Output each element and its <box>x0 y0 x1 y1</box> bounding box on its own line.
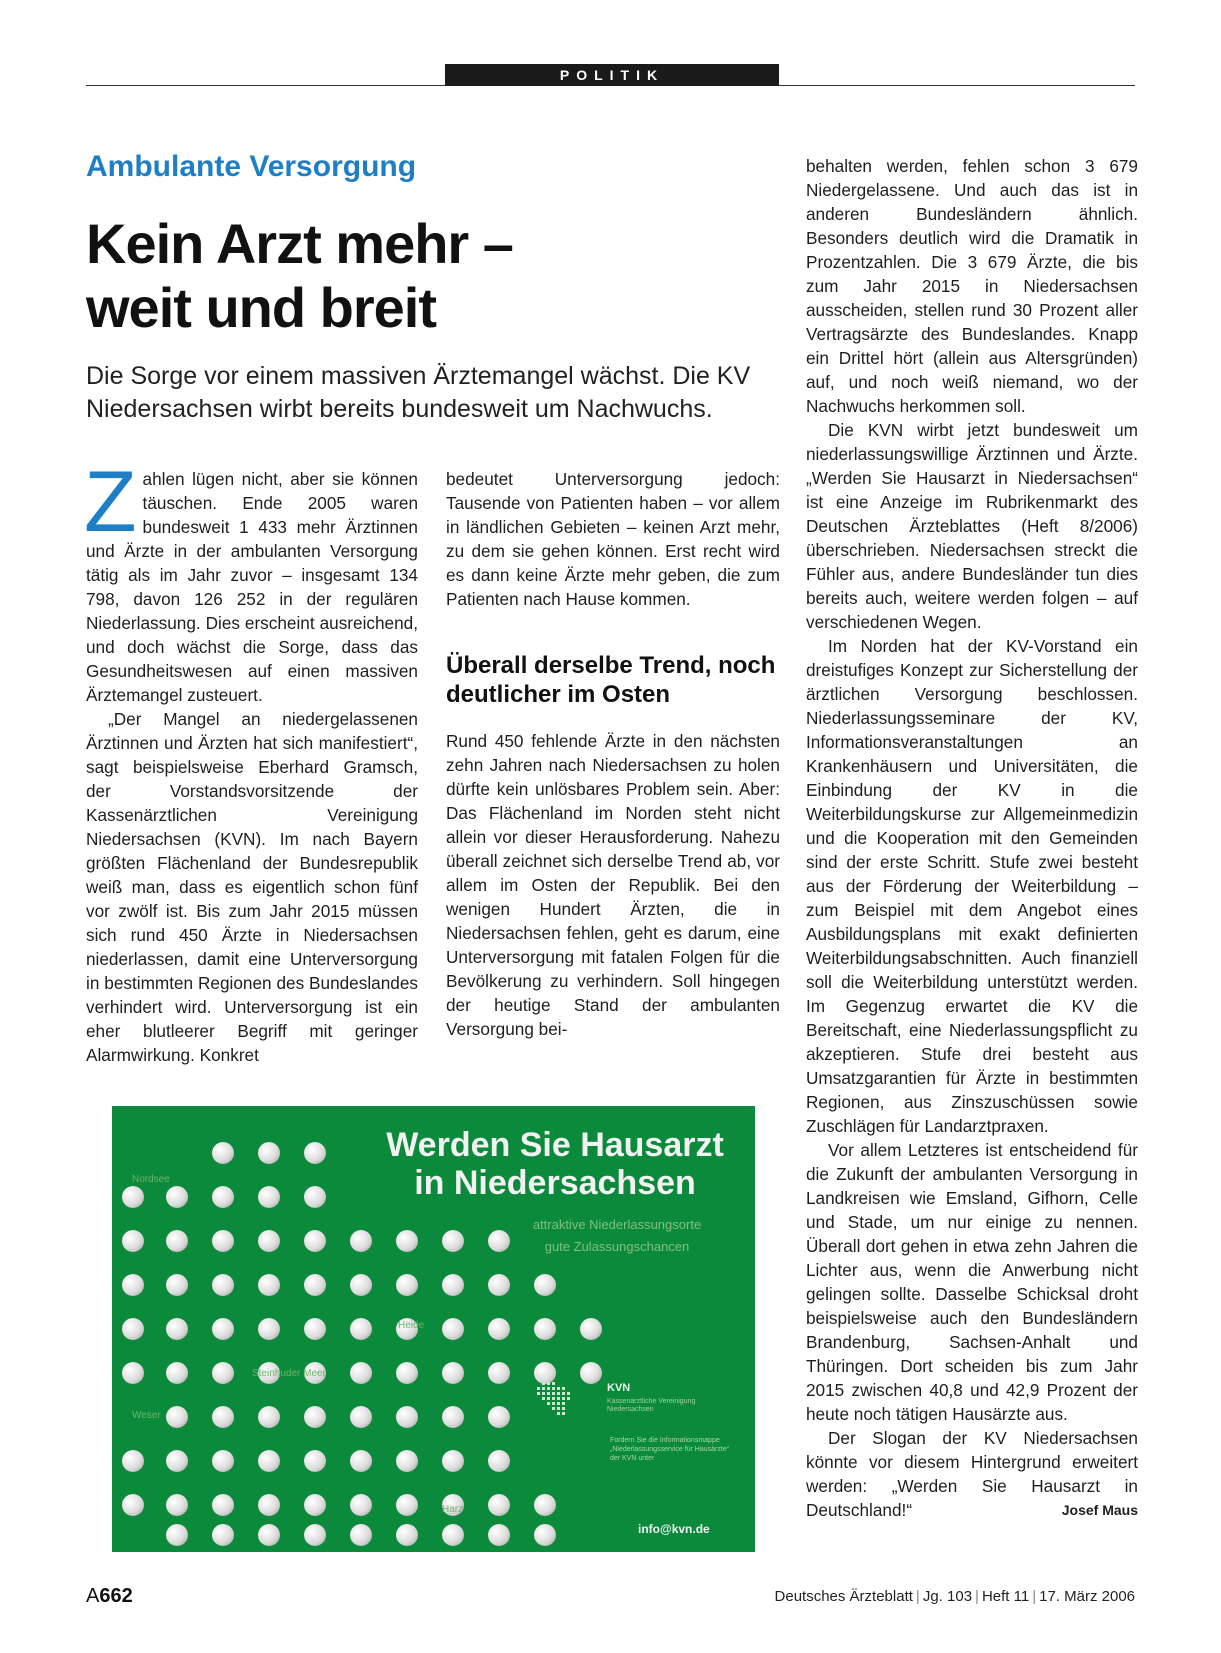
ad-label-harz: Harz <box>442 1504 464 1515</box>
ad-dot <box>304 1494 326 1516</box>
ad-dot <box>258 1142 280 1164</box>
ad-sub-line-2: gute Zulassungschancen <box>544 1239 690 1254</box>
ad-dot <box>212 1494 234 1516</box>
ad-dot <box>212 1274 234 1296</box>
ad-title-line-1: Werden Sie Hausarzt <box>386 1126 724 1164</box>
ad-dot <box>122 1494 144 1516</box>
ad-dot <box>488 1450 510 1472</box>
ad-dot <box>396 1494 418 1516</box>
page-number-value: 662 <box>99 1585 133 1607</box>
paragraph: Die KVN wirbt jetzt bundesweit um niederlassungswillige Ärztinnen und Ärzte. „Werden Sie Hausarzt in Niedersachsen“ ist eine Anzeige im Rubrikenmarkt des Deutschen Ärzteblattes (Heft 8/2006) überschrieben. Niedersachsen streckt die Fühler aus, andere Bundesländer tun dies bereits auch, weitere werden folgen – auf verschiedenen Wegen. <box>806 420 1138 632</box>
page-prefix: A <box>86 1585 100 1607</box>
article-kicker: Ambulante Versorgung <box>86 150 417 183</box>
paragraph: Rund 450 fehlende Ärzte in den nächsten zehn Jahren nach Niedersachsen zu holen dürfte kein unlösbares Problem sein. Aber: Das Flächenland im Norden steht nicht allein vor dieser Herausforderung. Nahezu überall zeichnet sich derselbe Trend ab, vor allem im Osten der Republik. Bei den wenigen Hundert Ärzten, die in Niedersachsen fehlen, geht es darum, eine Unterversorgung mit fatalen Folgen für die Bevölkerung zu verhindern. Soll hingegen der heutige Stand der ambulanten Versorgung bei- <box>446 731 780 1039</box>
ad-dot <box>534 1318 556 1340</box>
article-headline <box>86 212 706 340</box>
ad-dot <box>396 1230 418 1252</box>
ad-dot <box>488 1524 510 1546</box>
ad-dot <box>488 1494 510 1516</box>
paragraph-text: Der Slogan der KV Niedersachsen könnte vor diesem Hintergrund erweitert werden: „Werden Sie Hausarzt in Deutschland!“ <box>806 1428 1138 1520</box>
ad-dot <box>488 1406 510 1428</box>
ad-label-heide: Heide <box>398 1320 425 1331</box>
paragraph-text: ahlen lügen nicht, aber sie können täuschen. Ende 2005 waren bundesweit 1 433 mehr Ärztinnen und Ärzte in der ambulanten Versorgung tätig als im Jahr zuvor – insgesamt 134 798, davon 126 252 in der regulären Niederlassung. Dies erscheint ausreichend, und doch wächst die Sorge, dass das Gesundheitswesen auf einen massiven Ärztemangel zusteuert. <box>86 469 418 705</box>
kvn-map-logo-icon <box>534 1378 604 1438</box>
ad-dot <box>166 1450 188 1472</box>
paragraph: Vor allem Letzteres ist entscheidend für die Zukunft der ambulanten Versorgung in Landkreisen wie Emsland, Gifhorn, Celle und Stade, um nur einige zu nennen. Überall dort gehen in etwa zehn Jahren die Lichter aus, wenn die Anwerbung nicht gelingen sollte. Dasselbe Schicksal droht beispielsweise auch den Bundesländern Brandenburg, Sachsen-Anhalt und Thüringen. Dort scheiden bis zum Jahr 2015 zwischen 40,8 und 42,9 Prozent der heute noch tätigen Hausärzte aus. <box>806 1140 1138 1424</box>
ad-dot <box>442 1318 464 1340</box>
ad-dot <box>350 1450 372 1472</box>
ad-dot <box>304 1406 326 1428</box>
ad-dot <box>304 1142 326 1164</box>
headline-line-2: weit und breit <box>86 276 436 339</box>
ad-email[interactable]: info@kvn.de <box>638 1522 710 1536</box>
ad-dot <box>166 1274 188 1296</box>
ad-dot <box>350 1524 372 1546</box>
paragraph: behalten werden, fehlen schon 3 679 Niedergelassene. Und auch das ist in anderen Bundesländern ähnlich. Besonders deutlich wird die Dramatik in Prozentzahlen. Die 3 679 Ärzte, die bis zum Jahr 2015 in Niedersachsen ausscheiden, stellen rund 30 Prozent aller Vertragsärzte des Bundeslandes. Knapp ein Drittel hört (allein aus Altersgründen) auf, und noch weiß niemand, wo der Nachwuchs herkommen soll. <box>806 156 1138 416</box>
ad-dot <box>258 1494 280 1516</box>
ad-dot <box>122 1186 144 1208</box>
ad-label-steinhuder-meer: Steinhuder Meer <box>252 1368 326 1379</box>
ad-label-weser: Weser <box>132 1410 161 1421</box>
article-column-1 <box>84 454 418 1067</box>
section-tag: POLITIK <box>445 64 779 86</box>
ad-dot <box>442 1362 464 1384</box>
ad-dot <box>258 1524 280 1546</box>
ad-dot <box>258 1186 280 1208</box>
ad-dot <box>166 1318 188 1340</box>
drop-cap: Z <box>84 454 137 550</box>
paragraph <box>806 1426 1138 1522</box>
ad-dot <box>442 1406 464 1428</box>
ad-dot <box>442 1230 464 1252</box>
ad-title-line-2: in Niedersachsen <box>414 1164 696 1202</box>
ad-dot <box>534 1274 556 1296</box>
ad-dot <box>258 1230 280 1252</box>
ad-dot <box>396 1406 418 1428</box>
ad-dot <box>304 1230 326 1252</box>
ad-dot <box>534 1494 556 1516</box>
ad-dot <box>488 1274 510 1296</box>
ad-dot <box>350 1318 372 1340</box>
ad-dot <box>122 1274 144 1296</box>
ad-dot <box>304 1274 326 1296</box>
journal-footer: Deutsches Ärzteblatt | Jg. 103 | Heft 11 | 17. März 2006 <box>774 1588 1135 1605</box>
journal-issue: Heft 11 <box>981 1588 1030 1605</box>
ad-dot <box>212 1524 234 1546</box>
ad-dot <box>212 1230 234 1252</box>
ad-title <box>370 1126 740 1202</box>
article-lead: Die Sorge vor einem massiven Ärztemangel wächst. Die KV Niedersachsen wirbt bereits bundesweit um Nachwuchs. <box>86 362 751 423</box>
ad-dot <box>166 1406 188 1428</box>
paragraph <box>84 454 418 707</box>
ad-dot <box>166 1524 188 1546</box>
ad-dot <box>304 1318 326 1340</box>
ad-dot <box>122 1450 144 1472</box>
ad-dot <box>166 1230 188 1252</box>
ad-dot <box>396 1274 418 1296</box>
ad-subtitle <box>502 1214 732 1258</box>
ad-dot <box>304 1524 326 1546</box>
ad-dot <box>166 1186 188 1208</box>
paragraph: bedeutet Unterversorgung jedoch: Tausende von Patienten haben – vor allem in ländlichen Gebieten – keinen Arzt mehr, zu dem sie gehen können. Erst recht wird es dann keine Ärzte mehr geben, die zum Patienten nach Hause kommen. <box>446 469 780 609</box>
paragraph: Im Norden hat der KV-Vorstand ein dreistufiges Konzept zur Sicherstellung der ärztlichen Versorgung beschlossen. Niederlassungsseminare der KV, Informationsveranstaltungen an Krankenhäusern und Universitäten, die Einbindung der KV in die Weiterbildungskurse zur Allgemeinmedizin und die Kooperation mit den Gemeinden sind der erste Schritt. Stufe zwei besteht aus der Förderung der Weiterbildung – zum Beispiel mit dem Angebot eines Ausbildungsplans mit exakt definierten Weiterbildungsabschnitten. Auch finanziell soll die Weiterbildung unterstützt werden. Im Gegenzug erwartet die KV die Bereitschaft, eine Niederlassungspflicht zu akzeptieren. Stufe drei besteht aus Umsatzgarantien für Ärzte in bestimmten Regionen, aus Zinszuschüssen sowie Zuschlägen für Landarztpraxen. <box>806 636 1138 1136</box>
ad-dot <box>122 1318 144 1340</box>
ad-dot <box>350 1230 372 1252</box>
ad-dot <box>212 1406 234 1428</box>
ad-dot <box>212 1450 234 1472</box>
ad-kvn-wordmark: KVN <box>607 1382 631 1394</box>
ad-label-nordsee: Nordsee <box>132 1174 170 1185</box>
journal-date: 17. März 2006 <box>1039 1588 1135 1605</box>
ad-dot <box>212 1142 234 1164</box>
ad-dot <box>396 1524 418 1546</box>
ad-dot <box>166 1494 188 1516</box>
ad-dot <box>258 1406 280 1428</box>
ad-dot <box>122 1230 144 1252</box>
ad-sub-line-1: attraktive Niederlassungsorte <box>532 1217 702 1232</box>
ad-dot <box>488 1318 510 1340</box>
ad-dot <box>442 1524 464 1546</box>
subhead-line-2: deutlicher im Osten <box>446 681 671 708</box>
ad-dot <box>396 1450 418 1472</box>
ad-dot <box>166 1362 188 1384</box>
ad-dot <box>396 1362 418 1384</box>
ad-dot <box>258 1274 280 1296</box>
subhead-line-1: Überall derselbe Trend, noch <box>446 652 776 679</box>
ad-dot <box>488 1362 510 1384</box>
ad-dot <box>304 1450 326 1472</box>
headline-line-1: Kein Arzt mehr – <box>86 212 513 275</box>
ad-dot <box>350 1274 372 1296</box>
ad-dot <box>350 1406 372 1428</box>
ad-dot <box>122 1362 144 1384</box>
article-column-3 <box>806 154 1138 1522</box>
ad-dot <box>580 1318 602 1340</box>
ad-dot <box>442 1274 464 1296</box>
journal-name: Deutsches Ärzteblatt <box>774 1588 913 1605</box>
ad-dot <box>258 1318 280 1340</box>
ad-dot <box>212 1318 234 1340</box>
ad-dot <box>442 1450 464 1472</box>
ad-dot <box>534 1524 556 1546</box>
ad-info-text: Fordern Sie die Informationsmappe „Niederlassungsservice für Hausärzte“ der KVN unter <box>610 1437 730 1462</box>
ad-dot <box>304 1186 326 1208</box>
kvn-advertisement-image <box>112 1106 755 1552</box>
article-column-2 <box>446 467 780 1041</box>
paragraph: „Der Mangel an niedergelassenen Ärztinnen und Ärzten hat sich manifestiert“, sagt beispielsweise Eberhard Gramsch, der Vorstandsvorsitzende der Kassenärztlichen Vereinigung Niedersachsen (KVN). Im nach Bayern größten Flächenland der Bundesrepublik weiß man, dass es eigentlich schon fünf vor zwölf ist. Bis zum Jahr 2015 müssen sich rund 450 Ärzte in Niedersachsen niederlassen, damit eine Unterversorgung in bestimmten Regionen des Bundeslandes verhindert wird. Unterversorgung ist ein eher blutleerer Begriff mit geringer Alarmwirkung. Konkret <box>86 709 418 1065</box>
ad-dot <box>350 1362 372 1384</box>
page-number <box>86 1585 133 1608</box>
author-byline: Josef Maus <box>1061 1502 1138 1518</box>
article-subhead <box>446 651 780 709</box>
ad-dot <box>212 1362 234 1384</box>
ad-dot <box>212 1186 234 1208</box>
ad-kvn-subline: Kassenärztliche Vereinigung Niedersachsen <box>607 1398 696 1413</box>
journal-volume: Jg. 103 <box>922 1588 973 1605</box>
ad-dot <box>258 1450 280 1472</box>
ad-dot <box>350 1494 372 1516</box>
